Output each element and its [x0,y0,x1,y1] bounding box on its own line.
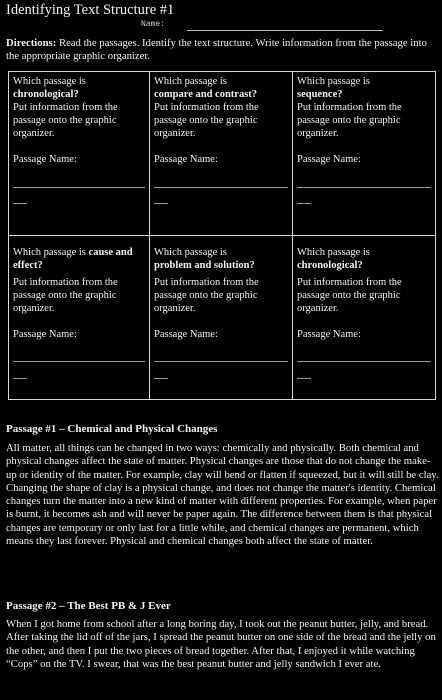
passage-2-body: When I got home from school after a long boring day, I took out the peanut butter, jelly, and bread. After taking the lid off of the jars, I spread the peanut butter on one side of the bread and the jelly on the other, and then I put the two pieces of bread together. After that, I enjoyed it while watching “Cops” on the TV. I swear, that was the best peanut butter and jelly sandwich I ever ate. [6,618,436,670]
answer-line[interactable] [13,361,145,362]
organizer-cell-2 [150,72,292,235]
answer-line[interactable] [154,361,288,362]
answer-line[interactable] [154,187,288,188]
cell-question-bold: cause and effect? [13,247,133,271]
directions-text: Read the passages. Identify the text structure. Write information from the passage into the appropriate graphic organizer. [6,37,427,62]
passage-1-title: Passage #1 – Chemical and Physical Changes [6,423,218,435]
directions-label: Directions: [6,37,57,49]
cell-instruction: Put information from the passage onto the graphic organizer. [154,277,259,314]
cell-question-bold: sequence? [297,89,343,100]
answer-line-short[interactable] [154,378,168,379]
cell-question-plain: Which passage is [13,76,86,87]
passage-1-body: All matter, all things can be changed in two ways: chemically and physically. Both chemical and physical changes affect the state of matter. Physical changes are those that do not change the make-up or identity of the matter. For example, clay will bend or flatten if squeezed, but it will still be clay. Changing the shape of clay is a physical change, and does not change the matter's identity. Chemical changes turn the matter into a new kind of matter with different properties. For example, when paper is burnt, it becomes ash and will never be paper again. The difference between them is that physical changes are temporary or only last for a little while, and chemical changes are permanent, which means they last forever. Physical and chemical changes both affect the state of matter. [6,442,439,548]
name-label: Name: [141,20,166,29]
directions [6,37,438,63]
cell-passage-label: Passage Name: [154,329,218,340]
cell-instruction: Put information from the passage onto the graphic organizer. [13,102,118,139]
cell-question-bold: compare and contrast? [154,89,258,100]
cell-instruction: Put information from the passage onto the graphic organizer. [297,277,402,314]
answer-line-short[interactable] [154,203,168,204]
page-title: Identifying Text Structure #1 [6,2,175,18]
cell-passage-label: Passage Name: [13,154,77,165]
answer-line[interactable] [13,187,145,188]
name-input-line[interactable] [187,30,383,31]
cell-question-type [154,259,289,272]
answer-line[interactable] [297,187,431,188]
graphic-organizer-grid [8,71,436,400]
organizer-cell-6 [293,236,435,399]
answer-line-short[interactable] [297,378,311,379]
cell-instruction: Put information from the passage onto the graphic organizer. [154,102,259,139]
answer-line-short[interactable] [297,203,311,204]
cell-question-plain: Which passage is [297,247,370,258]
cell-question-plain: Which passage is [154,76,227,87]
cell-question [13,246,146,272]
cell-question-type [297,259,432,272]
organizer-cell-5 [150,236,292,399]
cell-passage-label: Passage Name: [154,154,218,165]
cell-question-type [297,88,432,101]
organizer-cell-4 [9,236,149,399]
cell-question-type [13,88,146,101]
name-row [141,20,441,32]
cell-passage-label: Passage Name: [297,329,361,340]
cell-question-plain: Which passage is [13,247,86,258]
cell-passage-label: Passage Name: [297,154,361,165]
organizer-cell-3 [293,72,435,235]
cell-question-type [154,88,289,101]
cell-question-plain: Which passage is [154,247,227,258]
cell-question-bold: chronological? [297,260,363,271]
cell-passage-label: Passage Name: [13,329,77,340]
cell-question-plain: Which passage is [297,76,370,87]
organizer-cell-1 [9,72,149,235]
answer-line-short[interactable] [13,378,27,379]
cell-question-bold: chronological? [13,89,79,100]
cell-instruction: Put information from the passage onto the graphic organizer. [297,102,402,139]
answer-line[interactable] [297,361,431,362]
cell-question-bold: problem and solution? [154,260,255,271]
cell-instruction: Put information from the passage onto the graphic organizer. [13,277,118,314]
answer-line-short[interactable] [13,203,27,204]
passage-2-title: Passage #2 – The Best PB & J Ever [6,600,171,612]
